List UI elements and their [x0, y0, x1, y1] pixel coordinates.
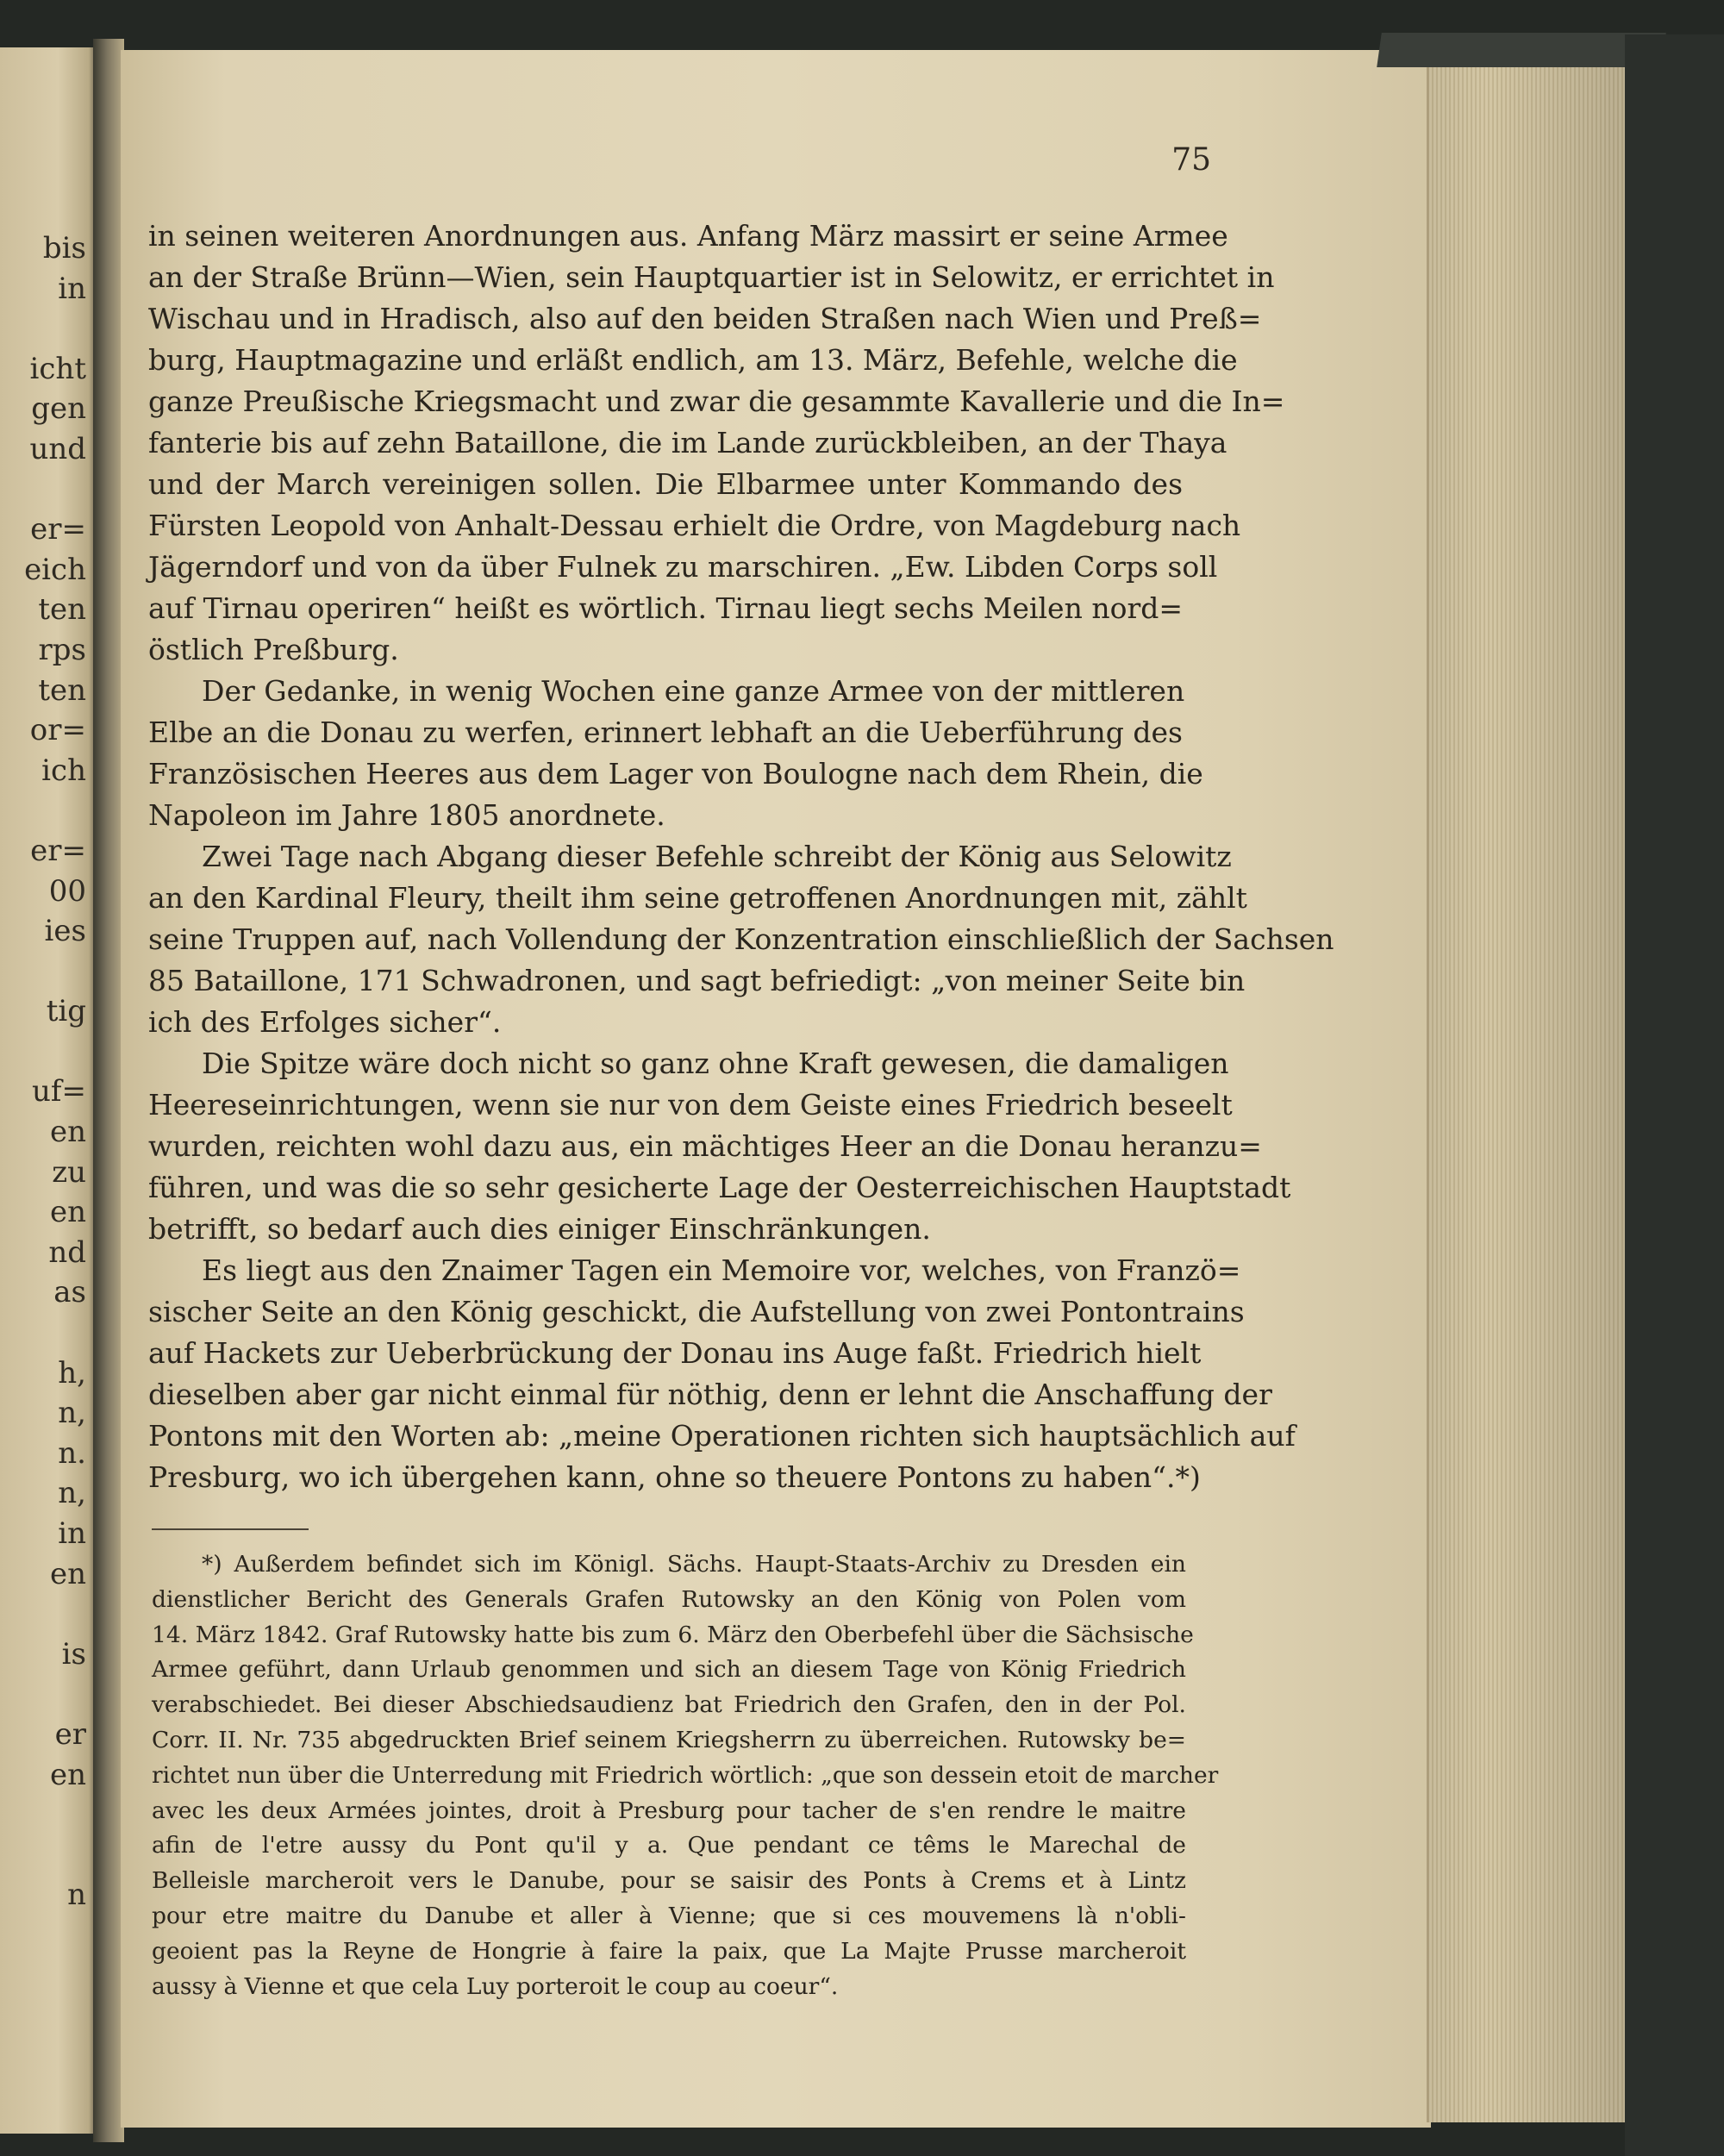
text-line: Jägerndorf und von da über Fulnek zu marschiren. „Ew. Libden Corps soll — [148, 550, 1218, 584]
left-page-fragment: ten — [38, 592, 86, 628]
book-gutter — [93, 39, 124, 2142]
left-page-fragment: ten — [38, 672, 86, 708]
left-page-fragment — [0, 470, 86, 510]
left-page-fragment: n. — [58, 1435, 86, 1471]
text-line: Elbe an die Donau zu werfen, erinnert lebhaft an die Ueberführung des — [148, 716, 1183, 749]
footnote-line: afin de l'etre aussy du Pont qu'il y a. Que pendant ce têms le Marechal de — [152, 1832, 1186, 1859]
text-line: in seinen weiteren Anordnungen aus. Anfang März massirt er seine Armee — [148, 219, 1228, 253]
left-page-fragment: in — [58, 1516, 86, 1551]
footnote-line: Belleisle marcheroit vers le Danube, pour se saisir des Ponts à Crems et à Lintz — [152, 1867, 1186, 1895]
footnote-line: Armee geführt, dann Urlaub genommen und sich an diesem Tage von König Friedrich — [152, 1656, 1186, 1684]
text-line: Pontons mit den Worten ab: „meine Operationen richten sich hauptsächlich auf — [148, 1419, 1296, 1453]
footnote-line: verabschiedet. Bei dieser Abschiedsaudienz bat Friedrich den Grafen, den in der Pol. — [152, 1691, 1186, 1719]
footnote-block — [152, 1547, 1219, 2004]
footnote-line: pour etre maitre du Danube et aller à Vienne; que si ces mouvemens là n'obli- — [152, 1902, 1186, 1929]
text-line: Es liegt aus den Znaimer Tagen ein Memoire vor, welches, von Franzö= — [202, 1253, 1241, 1287]
footnote-line: Corr. II. Nr. 735 abgedruckten Brief seinem Kriegsherrn zu überreichen. Rutowsky be= — [152, 1726, 1186, 1753]
left-page-fragment: gen — [31, 391, 86, 427]
text-line: Napoleon im Jahre 1805 anordnete. — [148, 798, 665, 832]
footnote-line: dienstlicher Bericht des Generals Grafen Rutowsky an den König von Polen vom — [152, 1585, 1186, 1613]
left-page-fragment — [0, 309, 86, 349]
left-page-fragment: er — [54, 1716, 86, 1752]
footnote-line: 14. März 1842. Graf Rutowsky hatte bis zum 6. März den Oberbefehl über die Sächsische — [152, 1621, 1194, 1648]
left-page-fragment: 00 — [48, 873, 86, 909]
left-page-fragment: n, — [58, 1476, 86, 1511]
text-line: Der Gedanke, in wenig Wochen eine ganze Armee von der mittleren — [202, 674, 1185, 708]
left-page-fragment — [0, 1032, 86, 1072]
text-line: fanterie bis auf zehn Bataillone, die im Lande zurückbleiben, an der Thaya — [148, 426, 1227, 459]
main-text-block — [148, 216, 1334, 1498]
left-page-fragment: en — [49, 1757, 86, 1792]
left-page-text-fragments — [0, 228, 86, 1915]
text-line: auf Tirnau operiren“ heißt es wörtlich. Tirnau liegt sechs Meilen nord= — [148, 591, 1183, 625]
text-line: wurden, reichten wohl dazu aus, ein mächtiges Heer an die Donau heranzu= — [148, 1129, 1262, 1163]
text-line: Heereseinrichtungen, wenn sie nur von dem Geiste eines Friedrich beseelt — [148, 1088, 1233, 1122]
text-line: seine Truppen auf, nach Vollendung der Konzentration einschließlich der Sachsen — [148, 922, 1334, 956]
text-line: 85 Bataillone, 171 Schwadronen, und sagt befriedigt: „von meiner Seite bin — [148, 964, 1246, 997]
left-page-fragment: or= — [29, 713, 86, 748]
text-line: ganze Preußische Kriegsmacht und zwar die gesammte Kavallerie und die In= — [148, 384, 1285, 418]
left-page-fragment: is — [61, 1636, 86, 1672]
text-line: sischer Seite an den König geschickt, die Aufstellung von zwei Pontontrains — [148, 1295, 1245, 1328]
left-page-fragment: rps — [38, 632, 86, 667]
text-line: ich des Erfolges sicher“. — [148, 1005, 502, 1039]
left-page-fragment: n, — [58, 1396, 86, 1431]
left-page-fragment: icht — [29, 351, 86, 386]
left-page-fragment — [0, 1835, 86, 1876]
footnote-line: avec les deux Armées jointes, droit à Presburg pour tacher de s'en rendre le maitre — [152, 1797, 1186, 1824]
page-block-shade — [1427, 53, 1625, 2122]
left-page-fragment: tig — [46, 994, 86, 1029]
text-line: an der Straße Brünn—Wien, sein Hauptquartier ist in Selowitz, er errichtet in — [148, 260, 1275, 294]
left-page-fragment — [0, 1674, 86, 1715]
footnote-line: aussy à Vienne et que cela Luy porteroit le coup au coeur“. — [152, 1972, 839, 2000]
footnote-line: geoient pas la Reyne de Hongrie à faire la paix, que La Majte Prusse marcheroit — [152, 1937, 1186, 1965]
cover-right-edge — [1625, 34, 1724, 2156]
left-page-fragment: en — [49, 1115, 86, 1150]
left-page-fragment: und — [29, 431, 86, 466]
left-page-fragment — [0, 952, 86, 992]
left-page-fragment: ies — [44, 914, 86, 949]
left-page-fragment — [0, 1594, 86, 1634]
text-line: Fürsten Leopold von Anhalt-Dessau erhielt die Ordre, von Magdeburg nach — [148, 509, 1241, 542]
left-page-fragment: uf= — [32, 1074, 86, 1109]
text-line: betrifft, so bedarf auch dies einiger Einschränkungen. — [148, 1212, 931, 1246]
page-number: 75 — [1171, 142, 1211, 178]
left-page-fragment: en — [49, 1195, 86, 1230]
left-page-fragment: as — [53, 1275, 86, 1310]
text-line: dieselben aber gar nicht einmal für nöthig, denn er lehnt die Anschaffung der — [148, 1378, 1272, 1411]
left-page-fragment: nd — [48, 1234, 86, 1270]
left-page-fragment: n — [67, 1878, 86, 1913]
left-page-fragment: ich — [41, 753, 86, 788]
left-page-fragment — [0, 1313, 86, 1353]
left-page-fragment: h, — [58, 1355, 86, 1390]
text-line: Französischen Heeres aus dem Lager von Boulogne nach dem Rhein, die — [148, 757, 1203, 791]
left-page-fragment: bis — [42, 231, 86, 266]
left-page-fragment: en — [49, 1556, 86, 1591]
left-page-fragment: zu — [52, 1154, 86, 1190]
footnote-separator — [152, 1528, 309, 1530]
cover-corner — [1377, 33, 1666, 67]
left-page-fragment: er= — [30, 512, 86, 547]
text-line: Zwei Tage nach Abgang dieser Befehle schreibt der König aus Selowitz — [202, 840, 1232, 873]
text-line: östlich Preßburg. — [148, 633, 399, 666]
text-line: und der March vereinigen sollen. Die Elbarmee unter Kommando des — [148, 467, 1183, 501]
text-line: führen, und was die so sehr gesicherte Lage der Oesterreichischen Hauptstadt — [148, 1171, 1291, 1204]
text-line: Die Spitze wäre doch nicht so ganz ohne Kraft gewesen, die damaligen — [202, 1047, 1229, 1080]
text-line: Presburg, wo ich übergehen kann, ohne so theuere Pontons zu haben“.*) — [148, 1460, 1201, 1494]
text-line: auf Hackets zur Ueberbrückung der Donau ins Auge faßt. Friedrich hielt — [148, 1336, 1202, 1370]
left-page-fragment — [0, 1795, 86, 1835]
left-page-fragment: er= — [30, 833, 86, 868]
text-line: an den Kardinal Fleury, theilt ihm seine getroffenen Anordnungen mit, zählt — [148, 881, 1247, 915]
left-page-fragment: eich — [24, 552, 86, 587]
footnote-line: *) Außerdem befindet sich im Königl. Sächs. Haupt-Staats-Archiv zu Dresden ein — [202, 1551, 1186, 1578]
text-line: burg, Hauptmagazine und erläßt endlich, am 13. März, Befehle, welche die — [148, 343, 1238, 377]
left-page-fragment: in — [58, 271, 86, 306]
footnote-line: richtet nun über die Unterredung mit Friedrich wörtlich: „que son dessein etoit de marcher — [152, 1761, 1219, 1789]
left-page-fragment — [0, 791, 86, 831]
text-line: Wischau und in Hradisch, also auf den beiden Straßen nach Wien und Preß= — [148, 302, 1262, 335]
